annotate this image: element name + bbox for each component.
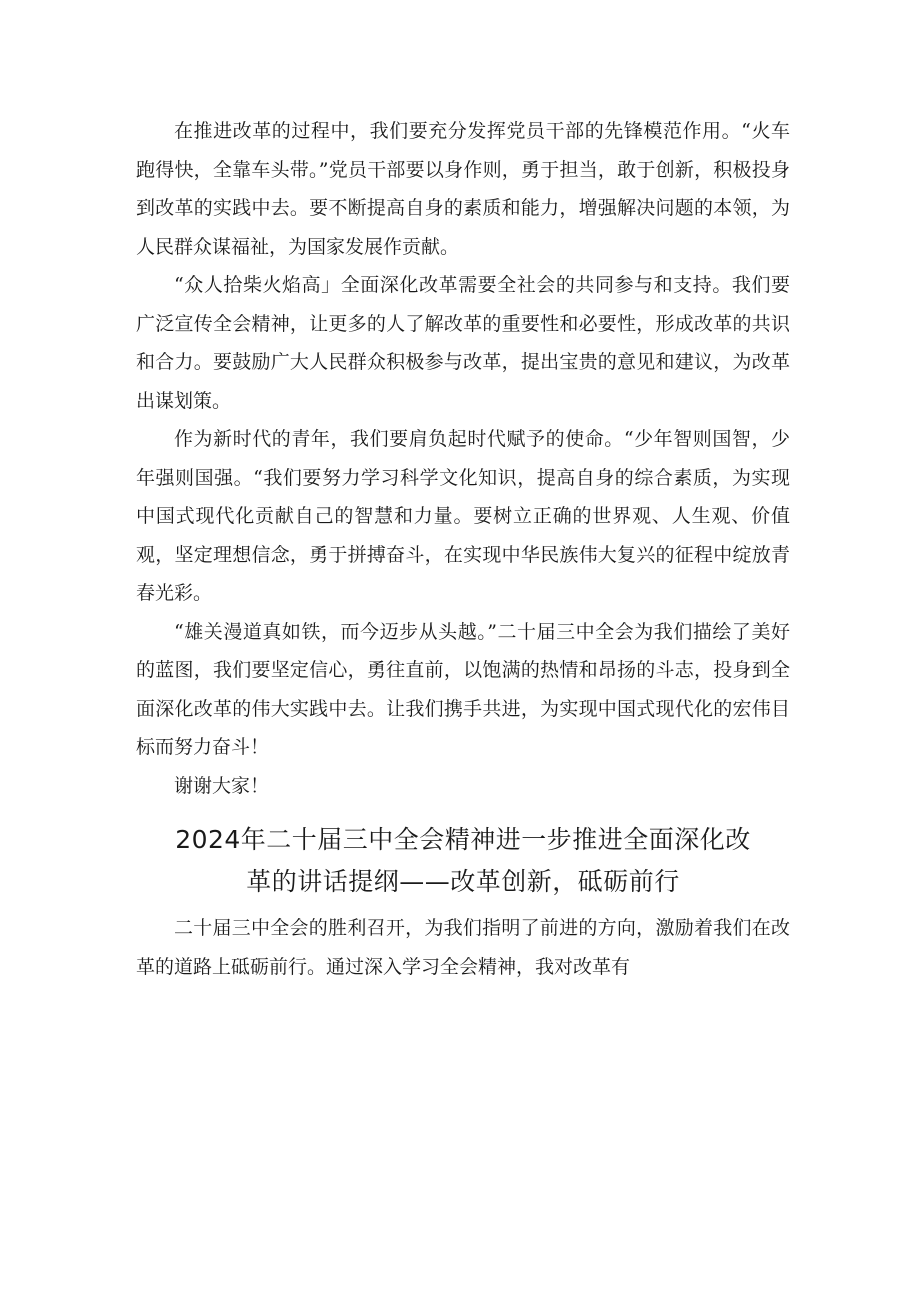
document-page [136, 112, 790, 986]
paragraph-intro: 二十届三中全会的胜利召开，为我们指明了前进的方向，激励着我们在改革的道路上砥砺前行。通过深入学习全会精神，我对改革有 [136, 917, 790, 978]
closing-thanks: 谢谢大家！ [174, 774, 270, 797]
section-title [136, 819, 790, 903]
paragraph-party-cadres: 在推进改革的过程中，我们要充分发挥党员干部的先锋模范作用。“火车跑得快，全靠车头带。”党员干部要以身作则，勇于担当，敢于创新，积极投身到改革的实践中去。要不断提高自身的素质和能力，增强解决问题的本领，为人民群众谋福祉，为国家发展作贡献。 [136, 120, 790, 258]
section-title-line-2: 革的讲话提纲——改革创新，砥砺前行 [246, 867, 680, 896]
paragraph-youth-mission: 作为新时代的青年，我们要肩负起时代赋予的使命。“少年智则国智，少年强则国强。“我们要努力学习科学文化知识，提高自身的综合素质，为实现中国式现代化贡献自己的智慧和力量。要树立正确的世界观、人生观、价值观，坚定理想信念，勇于拼搏奋斗，在实现中华民族伟大复兴的征程中绽放青春光彩。 [136, 428, 790, 604]
section-title-line-1: 2024年二十届三中全会精神进一步推进全面深化改 [175, 825, 751, 854]
paragraph-conclusion: “雄关漫道真如铁，而今迈步从头越。”二十届三中全会为我们描绘了美好的蓝图，我们要坚定信心，勇往直前，以饱满的热情和昂扬的斗志，投身到全面深化改革的伟大实践中去。让我们携手共进，为实现中国式现代化的宏伟目标而努力奋斗！ [136, 620, 790, 758]
paragraph-public-participation: “众人拾柴火焰高」全面深化改革需要全社会的共同参与和支持。我们要广泛宣传全会精神，让更多的人了解改革的重要性和必要性，形成改革的共识和合力。要鼓励广大人民群众积极参与改革，提出宝贵的意见和建议，为改革出谋划策。 [136, 274, 790, 412]
